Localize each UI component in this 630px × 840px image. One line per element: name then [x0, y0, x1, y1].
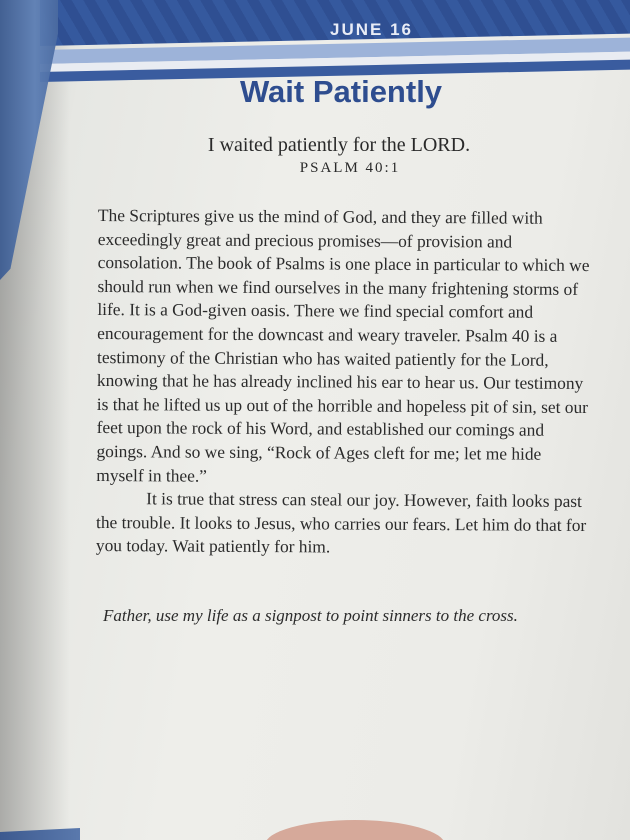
date-label: JUNE 16 — [330, 20, 413, 39]
scripture-reference: PSALM 40:1 — [299, 160, 401, 176]
body-paragraph: It is true that stress can steal our joy. However, faith looks past the trouble. It looks to Jesus, who carries our fears. Let him do that for you today. Wait patiently for him. — [95, 488, 587, 557]
devotional-body — [96, 204, 590, 561]
page-title: Wait Patiently — [239, 74, 443, 109]
scripture-verse: I waited patiently for the LORD. — [207, 134, 471, 156]
body-paragraph: The Scriptures give us the mind of God, and they are filled with exceedingly great and precious promises—of provision and consolation. The book of Psalms is one place in particular to which we should run when we find ourselves in the many frightening storms of life. It is a God-given oasis. There we find special comfort and encouragement for the downcast and weary traveler. Psalm 40 is a testimony of the Christian who has waited patiently for the Lord, knowing that he has already inclined his ear to hear us. Our testimony is that he lifted us up out of the horrible and hopeless pit of sin, set our feet upon the rock of his Word, and established our comings and goings. And so we sing, “Rock of Ages cleft for me; let me hide myself in thee.” — [96, 204, 590, 486]
date-header-band — [40, 0, 630, 84]
thumb-shadow — [265, 820, 445, 840]
closing-prayer: Father, use my life as a signpost to point sinners to the cross. — [103, 606, 518, 625]
